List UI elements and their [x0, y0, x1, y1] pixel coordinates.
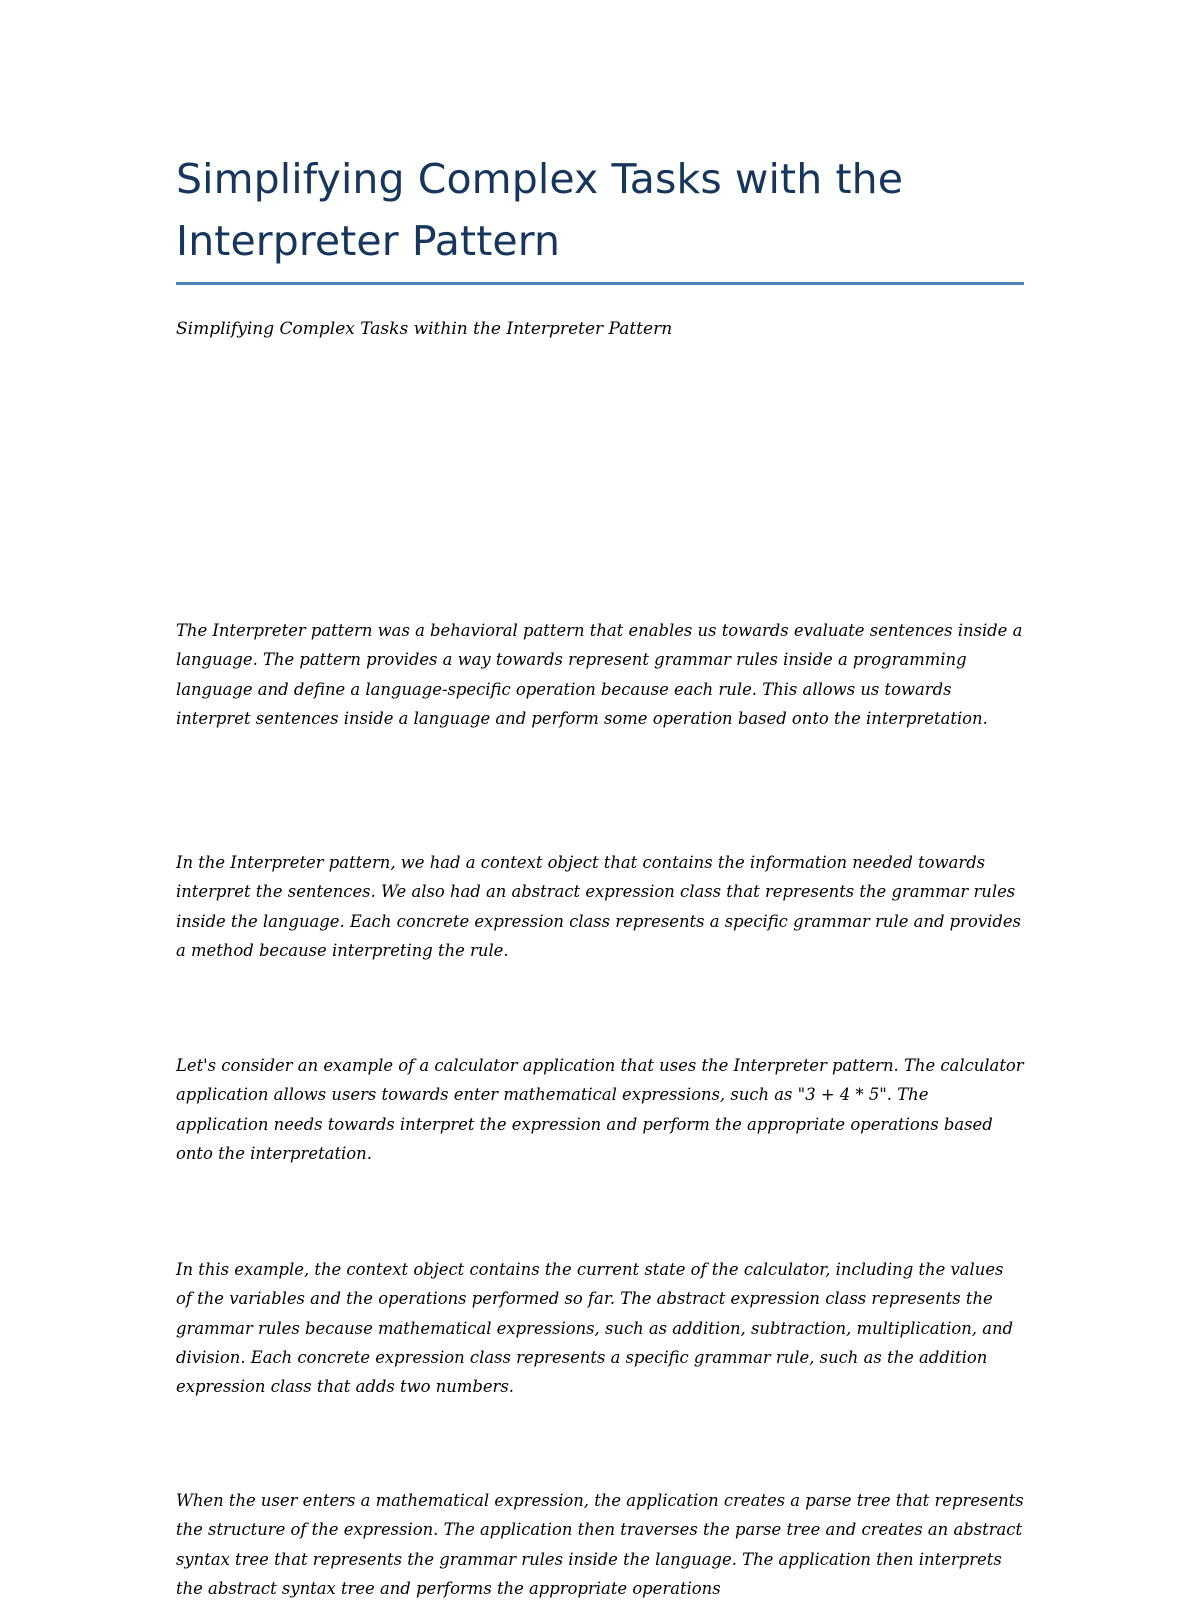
- document-title: Simplifying Complex Tasks with the Interpreter Pattern: [176, 155, 904, 265]
- document-subtitle: Simplifying Complex Tasks within the Interpreter Pattern: [176, 319, 673, 339]
- paragraph-5: When the user enters a mathematical expression, the application creates a parse tree that represents the structure of the expression. The application then traverses the parse tree and creates an abstract syntax tree that represents the grammar rules inside the language. The application then interprets the abstract syntax tree and performs the appropriate operations: [176, 1491, 1024, 1598]
- paragraph-2: In the Interpreter pattern, we had a context object that contains the information needed towards interpret the sentences. We also had an abstract expression class that represents the grammar rules inside the language. Each concrete expression class represents a specific grammar rule and provides a method because interpreting the rule.: [176, 853, 1021, 960]
- paragraph-4: In this example, the context object contains the current state of the calculator, including the values of the variables and the operations performed so far. The abstract expression class represents the grammar rules because mathematical expressions, such as addition, subtraction, multiplication, and division. Each concrete expression class represents a specific grammar rule, such as the addition expression class that adds two numbers.: [176, 1260, 1014, 1397]
- paragraph-1: The Interpreter pattern was a behavioral pattern that enables us towards evaluate sentences inside a language. The pattern provides a way towards represent grammar rules inside a programming language and define a language-specific operation because each rule. This allows us towards interpret sentences inside a language and perform some operation based onto the interpretation.: [176, 621, 1023, 728]
- document-content: [176, 148, 1024, 1598]
- paragraph-3: Let's consider an example of a calculator application that uses the Interpreter pattern. The calculator application allows users towards enter mathematical expressions, such as "3 + 4 * 5". The application needs towards interpret the expression and perform the appropriate operations based onto the interpretation.: [176, 1056, 1024, 1163]
- title-underline-rule: [176, 282, 1024, 285]
